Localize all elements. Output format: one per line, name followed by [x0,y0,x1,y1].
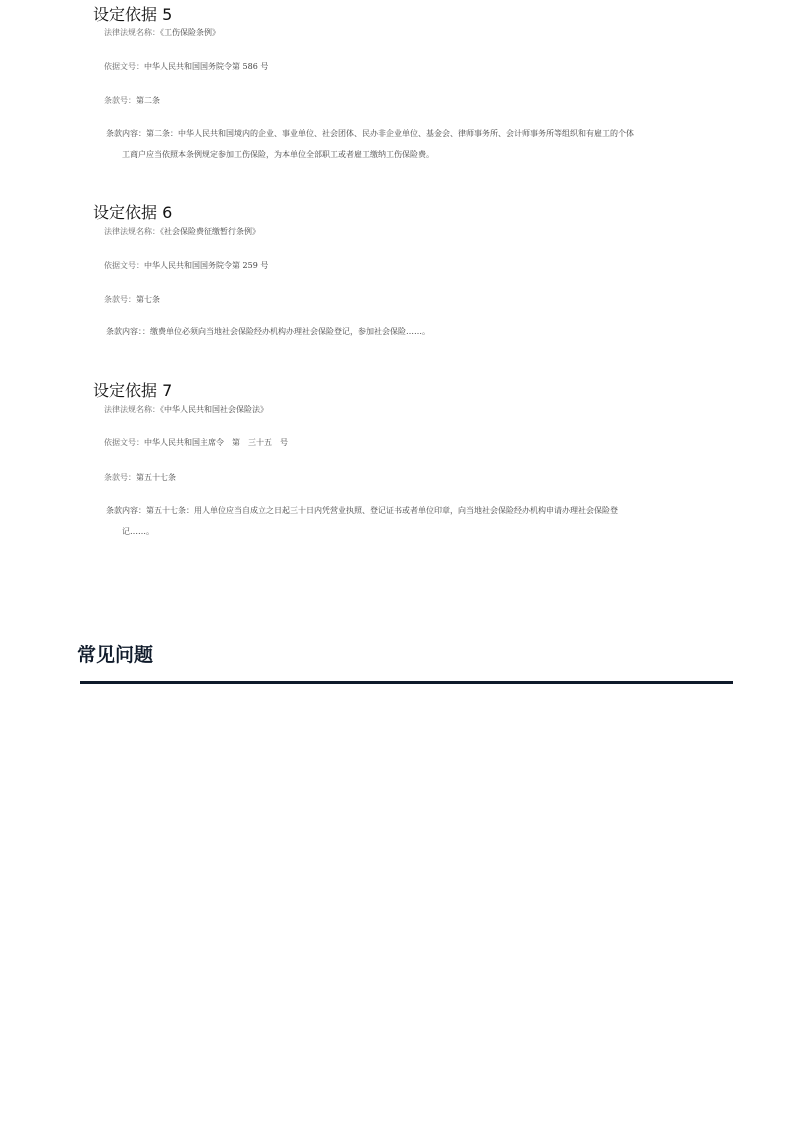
basis-title: 设定依据 5 [93,5,173,24]
doc-number-field [104,61,268,72]
law-name-label: 法律法规名称： [104,227,160,236]
doc-number-label: 依据文号： [104,438,144,447]
law-name-value: 《社会保险费征缴暂行条例》 [160,227,260,236]
doc-number-value: 中华人民共和国国务院令第 259 号 [144,261,269,270]
clause-content-label: 条款内容： [106,506,146,515]
clause-number-field [104,472,176,483]
faq-divider [80,681,733,684]
doc-number-field [104,437,288,448]
clause-content-label: 条款内容： [106,129,146,138]
law-name-field [104,226,260,237]
doc-number-value: 中华人民共和国国务院令第 586 号 [144,62,269,71]
clause-content-line2: 记……。 [122,527,154,536]
clause-number-value: 第七条 [136,295,160,304]
clause-content [106,123,686,165]
doc-number-value: 中华人民共和国主席令 第 三十五 号 [144,438,288,447]
law-name-field [104,404,268,415]
clause-number-label: 条款号： [104,96,136,105]
basis-title: 设定依据 7 [93,381,173,400]
clause-content [106,500,686,542]
basis-title: 设定依据 6 [93,203,173,222]
law-name-value: 《工伤保险条例》 [160,28,220,37]
clause-content-line2: 工商户应当依照本条例规定参加工伤保险，为本单位全部职工或者雇工缴纳工伤保险费。 [122,150,434,159]
clause-content [106,321,686,342]
clause-number-value: 第五十七条 [136,473,176,482]
clause-number-label: 条款号： [104,473,136,482]
clause-number-label: 条款号： [104,295,136,304]
clause-content-line1: 第五十七条：用人单位应当自成立之日起三十日内凭营业执照、登记证书或者单位印章，向当地社会保险经办机构申请办理社会保险登 [146,506,618,515]
clause-content-label: 条款内容： [106,327,142,336]
doc-number-label: 依据文号： [104,261,144,270]
clause-number-value: 第二条 [136,96,160,105]
clause-content-line1: ：缴费单位必须向当地社会保险经办机构办理社会保险登记，参加社会保险……。 [142,327,430,336]
law-name-value: 《中华人民共和国社会保险法》 [160,405,268,414]
doc-number-label: 依据文号： [104,62,144,71]
clause-number-field [104,294,160,305]
faq-title: 常见问题 [77,644,154,666]
clause-content-line1: 第二条：中华人民共和国境内的企业、事业单位、社会团体、民办非企业单位、基金会、律师事务所、会计师事务所等组织和有雇工的个体 [146,129,634,138]
doc-number-field [104,260,268,271]
clause-number-field [104,95,160,106]
law-name-label: 法律法规名称： [104,28,160,37]
law-name-label: 法律法规名称： [104,405,160,414]
law-name-field [104,27,220,38]
